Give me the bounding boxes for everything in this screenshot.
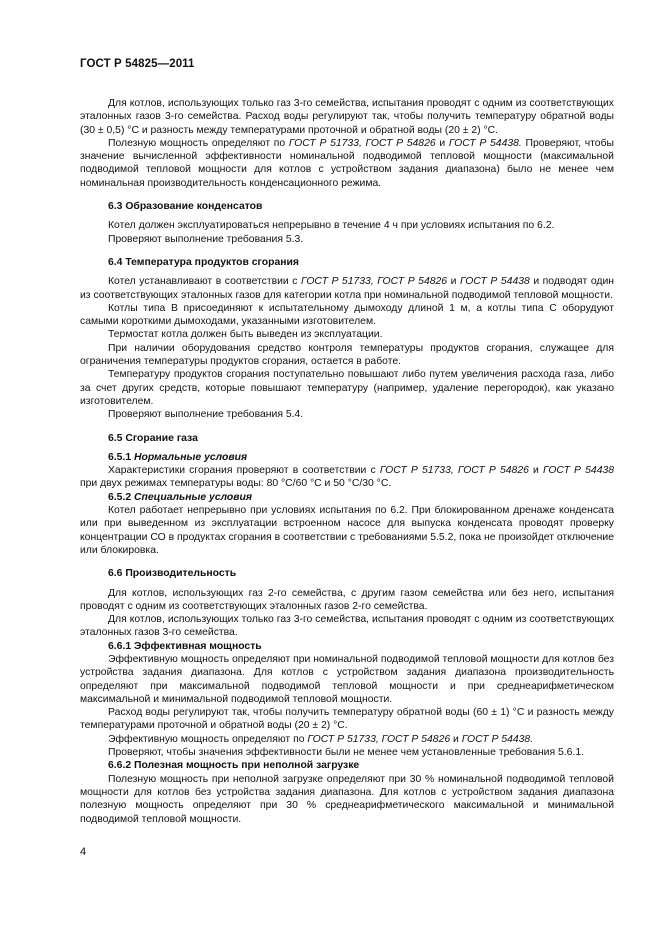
page-body: [80, 58, 614, 826]
paragraph: Котел должен эксплуатироваться непрерывно в течение 4 ч при условиях испытания по 6.2.: [108, 220, 555, 232]
section-heading: 6.4 Температура продуктов сгорания: [108, 256, 299, 268]
paragraph: Расход воды регулируют так, чтобы получить температуру обратной воды (60 ± 1) °С и разность между температурами проточной и обратной воды (20 ± 2) °С.: [80, 707, 614, 732]
section-heading: 6.5 Сгорание газа: [108, 432, 198, 444]
subsection-heading: 6.5.1 Нормальные условия: [108, 451, 248, 463]
paragraph: Для котлов, использующих газ 2-го семейства, с другим газом семейства или без него, испытания проводят с одним из соответствующих эталонных газов 2-го семейства.: [80, 587, 614, 612]
paragraph: Для котлов, использующих только газ 3-го семейства, испытания проводят с одним из соответствующих эталонных газов 3-го семейства.: [80, 614, 614, 639]
subsection-heading: 6.5.2 Специальные условия: [108, 491, 253, 503]
page-number: 4: [80, 846, 87, 858]
paragraph: Эффективную мощность определяют по ГОСТ Р 51733, ГОСТ Р 54826 и ГОСТ Р 54438.: [108, 733, 534, 745]
document-content: [80, 97, 614, 826]
paragraph: Полезную мощность при неполной загрузке определяют при 30 % номинальной подводимой тепловой мощности для котлов без устройства задания диапазона. Для котлов с устройством задания диапазона полезную мощность определяют при 30 % среднеарифметического максимальной и минимальной подводимой тепловой мощности.: [80, 773, 614, 825]
section-heading: 6.3 Образование конденсатов: [108, 201, 263, 213]
paragraph: Термостат котла должен быть выведен из эксплуатации.: [108, 329, 383, 341]
paragraph: Проверяют, чтобы значения эффективности были не менее чем установленные требования 5.6.1.: [108, 747, 584, 759]
paragraph: Проверяют выполнение требования 5.3.: [108, 233, 304, 245]
paragraph: Полезную мощность определяют по ГОСТ Р 51733, ГОСТ Р 54826 и ГОСТ Р 54438. Проверяют, чтобы значение вычисленной эффективности номинальной подводимой тепловой мощности (максимальной подводимой тепловой мощности для котлов с устройством задания диапазона) было не менее чем номинальная производительность конденсационного режима.: [80, 137, 614, 189]
paragraph: Температуру продуктов сгорания поступательно повышают либо путем увеличения расхода газа, либо за счет других средств, которые повышают температуру (например, удаление перегородок), как указано изготовителем.: [80, 369, 614, 407]
paragraph: Котлы типа В присоединяют к испытательному дымоходу длиной 1 м, а котлы типа С оборудуют самыми короткими дымоходами, указанными изготовителем.: [80, 302, 614, 328]
paragraph: При наличии оборудования средство контроля температуры продуктов сгорания, служащее для ограничения температуры продуктов сгорания, остается в работе.: [80, 342, 614, 368]
document-header: ГОСТ Р 54825—2011: [80, 58, 195, 70]
section-heading: 6.6 Производительность: [108, 568, 237, 580]
paragraph: Характеристики сгорания проверяют в соответствии с ГОСТ Р 51733, ГОСТ Р 54826 и ГОСТ Р 54438 при двух режимах температуры воды: 80 °С/60 °С и 50 °С/30 °С.: [80, 465, 615, 490]
paragraph: Эффективную мощность определяют при номинальной подводимой тепловой мощности для котлов без устройства задания диапазона. Для котлов с устройством задания диапазона производительность определяют при максимальной подводимой тепловой мощности и при среднеарифметическом максимальной и минимальной подводимой тепловой мощности.: [80, 653, 614, 705]
paragraph: Котел работает непрерывно при условиях испытания по 6.2. При блокированном дренаже конденсата или при выведенном из эксплуатации встроенном насосе для выпуска конденсата проводят проверку концентрации СО в продуктах сгорания в соответствии с требованиями 5.5.2, пока не произойдет отключение или блокировка.: [80, 505, 614, 556]
paragraph: Проверяют выполнение требования 5.4.: [108, 409, 304, 421]
subsection-heading: 6.6.2 Полезная мощность при неполной загрузке: [108, 760, 360, 772]
subsection-heading: 6.6.1 Эффективная мощность: [108, 640, 262, 652]
paragraph: Котел устанавливают в соответствии с ГОСТ Р 51733, ГОСТ Р 54826 и ГОСТ Р 54438 и подводят один из соответствующих эталонных газов для категории котла при номинальной подводимой тепловой мощности.: [80, 276, 615, 301]
paragraph: Для котлов, использующих только газ 3-го семейства, испытания проводят с одним из соответствующих эталонных газов 3-го семейства. Расход воды регулируют так, чтобы получить температуру обратной воды (30 ± 0,5) °С и разность между температурами проточной и обратной воды (20 ± 2) °С.: [80, 98, 614, 136]
